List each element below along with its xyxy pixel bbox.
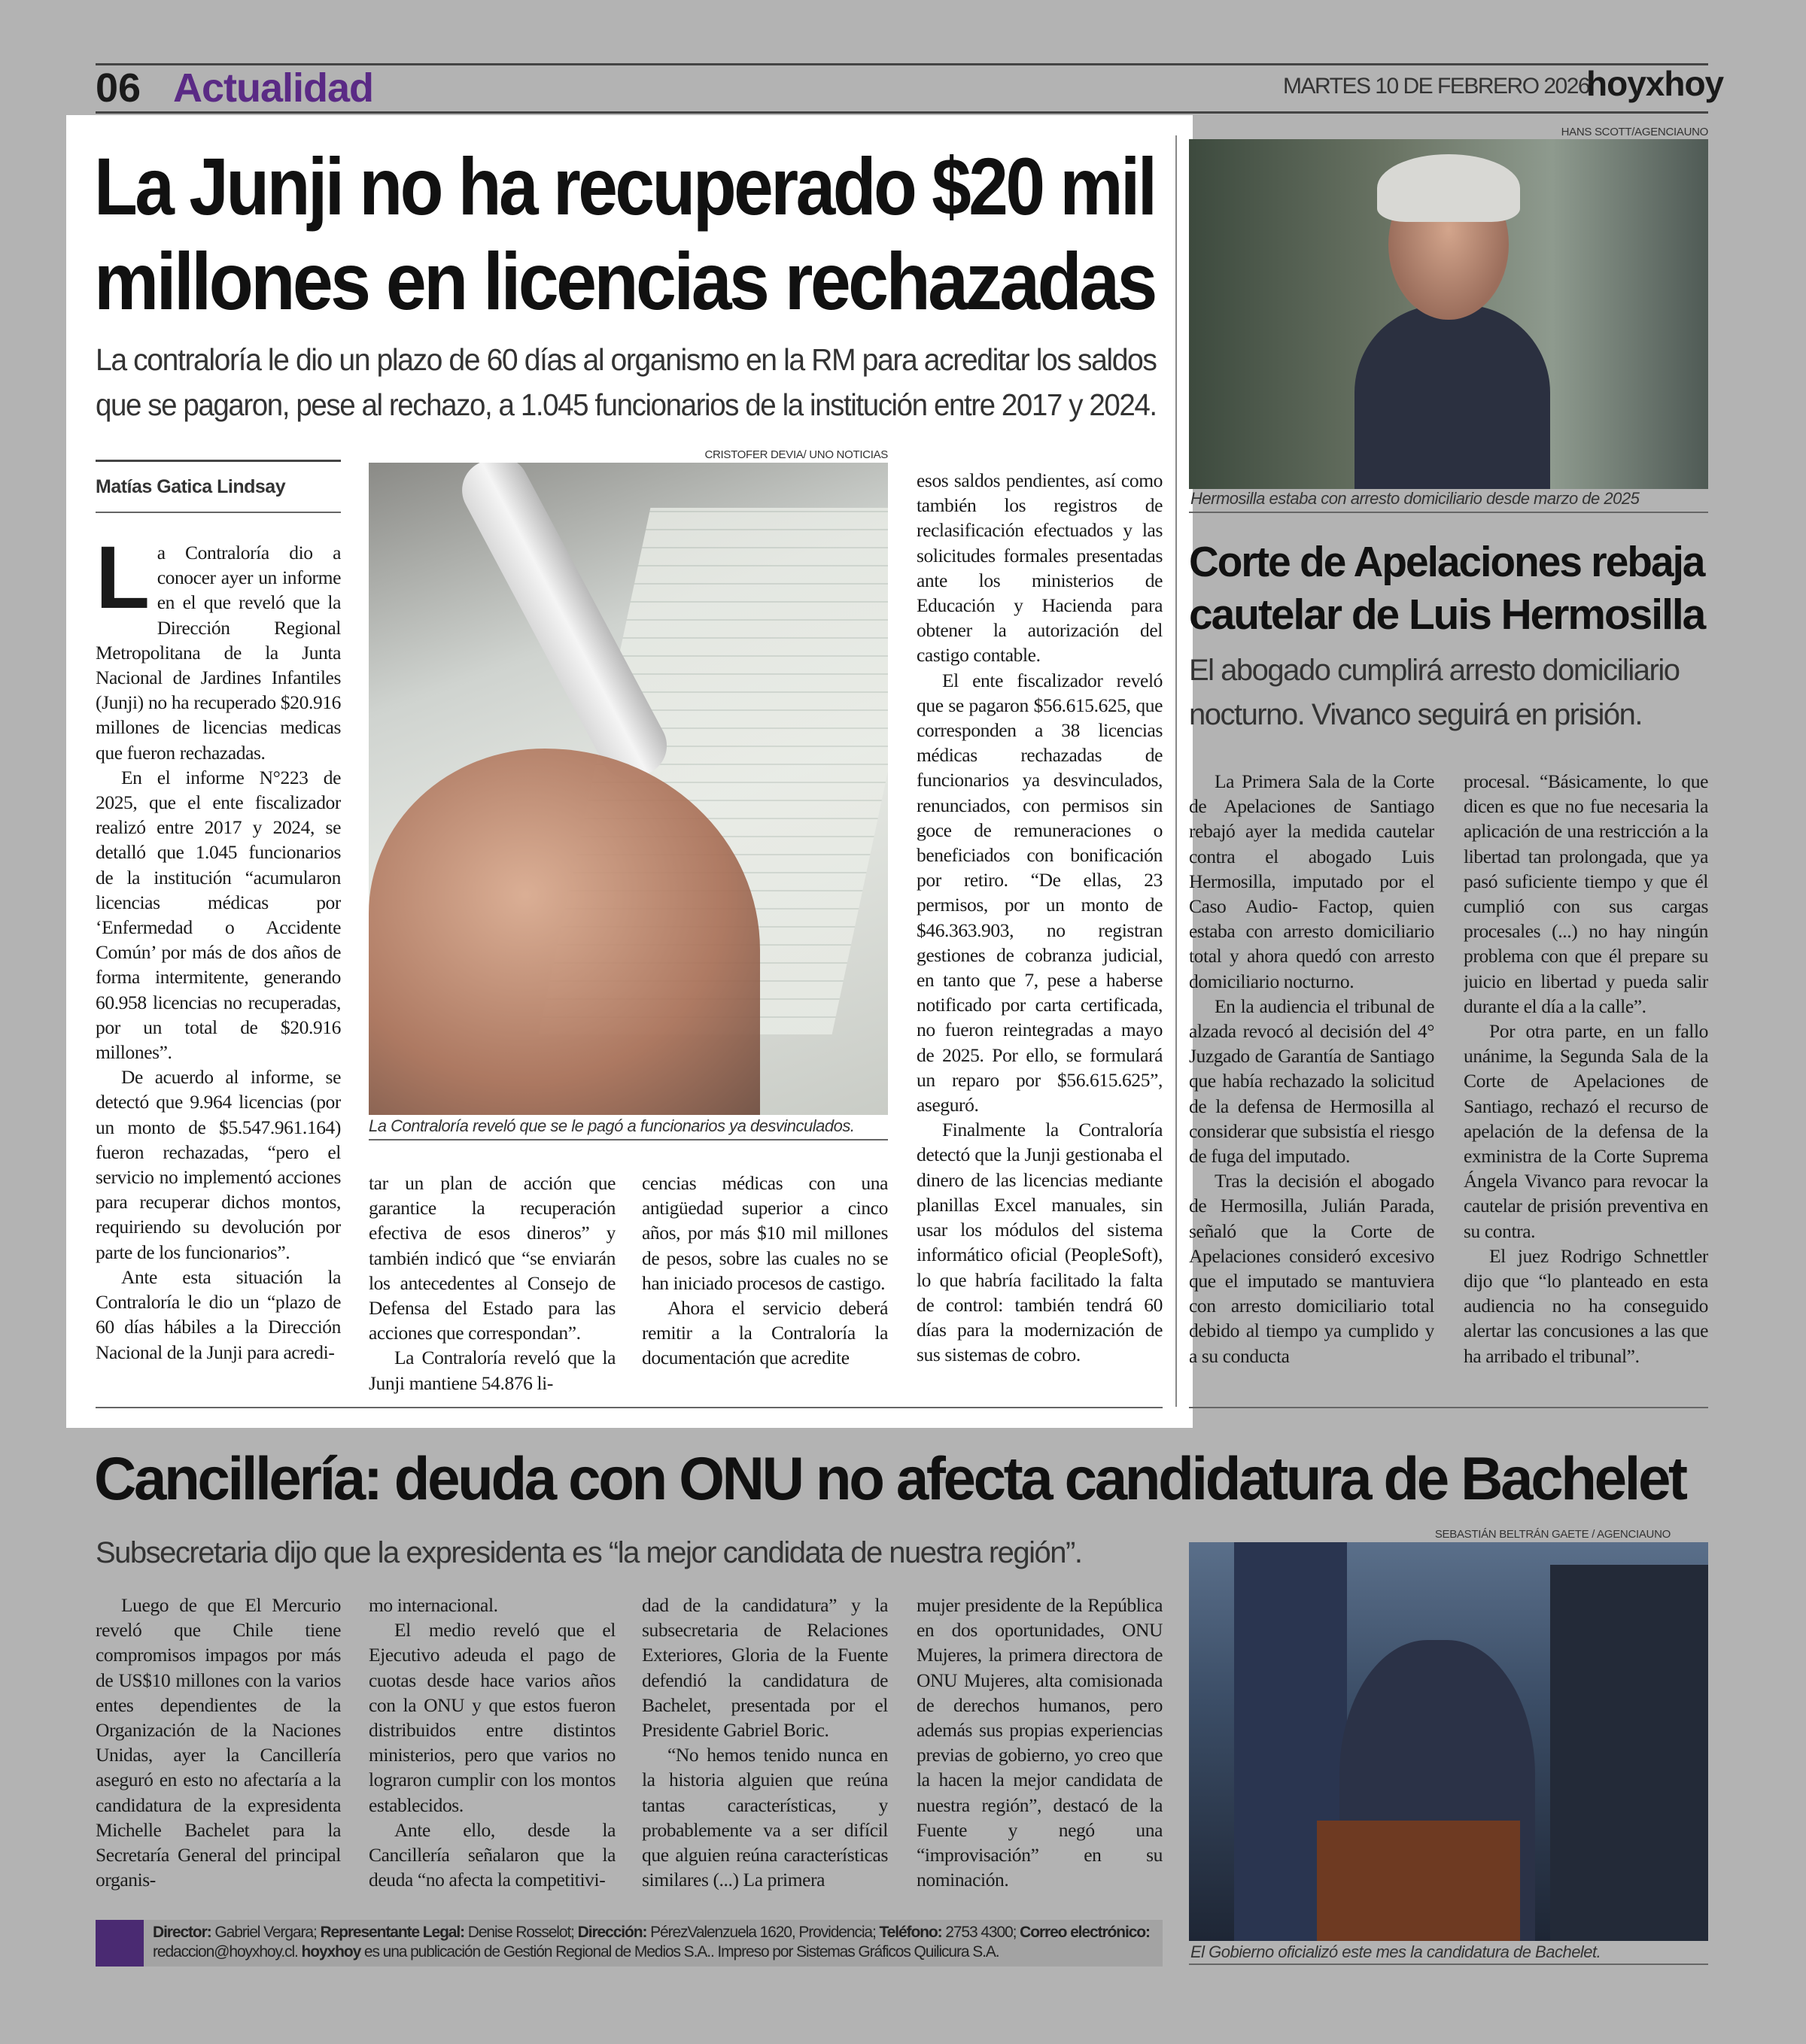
- paragraph: La Primera Sala de la Corte de Apelaciones de Santiago rebajó ayer la medida cautelar contra el abogado Luis Hermosilla, imputado por el Caso Audio- Factop, quien estaba con arresto domiciliario total y ahora quedó con arresto domiciliario nocturno.: [1189, 770, 1434, 992]
- footer-publisher: es una publicación de Gestión Regional de Medios S.A.. Impreso por Sistemas Gráficos Quilicura S.A.: [363, 1943, 999, 1960]
- podium-illustration: [1317, 1821, 1520, 1941]
- footer-brand: hoyxhoy: [301, 1943, 361, 1960]
- article-bottom-rule: [1189, 1407, 1708, 1408]
- headline-line: cautelar de Luis Hermosilla: [1189, 591, 1705, 639]
- paragraph: dad de la candidatura” y la subsecretaria de Relaciones Exteriores, Gloria de la Fuente defendió la candidatura de Bachelet, presentada por el Presidente Gabriel Boric.: [642, 1594, 888, 1742]
- subhead-line: El abogado cumplirá arresto domiciliario: [1189, 654, 1680, 687]
- bachelet-photo: [1189, 1542, 1708, 1941]
- paragraph: Ahora el servicio deberá remitir a la Contraloría la documentación que acredite: [642, 1297, 888, 1369]
- bottom-column-2: [369, 1593, 616, 1898]
- headline-line: millones en licencias rechazadas: [94, 235, 1155, 326]
- photo-credit: SEBASTIÁN BELTRÁN GAETE / AGENCIAUNO: [1434, 1528, 1671, 1541]
- article-bottom-rule: [96, 1407, 1163, 1408]
- caption-rule: [1189, 512, 1708, 513]
- main-column-3: [642, 1171, 888, 1398]
- subhead-line: La contraloría le dio un plazo de 60 días al organismo en la RM para acreditar los saldos: [96, 342, 1157, 377]
- footer-accent-block: [96, 1920, 144, 1967]
- paragraph: mujer presidente de la República en dos oportunidades, ONU Mujeres, la primera directora de ONU Mujeres, alta comisionada de derechos humanos, pero además sus propias experiencias previas de gobierno, yo creo que la hacen la mejor candidata de nuestra región”, destacó de la Fuente y negó una “improvisación” en su nominación.: [917, 1594, 1163, 1891]
- caption-rule: [369, 1139, 888, 1140]
- photo-caption: Hermosilla estaba con arresto domiciliario desde marzo de 2025: [1190, 489, 1640, 508]
- footer-label: Correo electrónico:: [1020, 1924, 1150, 1941]
- footer-email[interactable]: redaccion@hoyxhoy.cl.: [153, 1943, 298, 1960]
- column-divider: [1175, 135, 1177, 1407]
- byline-rule: [96, 512, 341, 513]
- photo-caption: La Contraloría reveló que se le pagó a funcionarios ya desvinculados.: [369, 1116, 855, 1135]
- paragraph: En la audiencia el tribunal de alzada revocó al decisión del 4° Juzgado de Garantía de Santiago que había rechazado la solicitud de la defensa de Hermosilla al considerar que subsistía el riesgo de fuga del imputado.: [1189, 995, 1434, 1168]
- paragraph: De acuerdo al informe, se detectó que 9.964 licencias (por un monto de $5.547.961.164) fueron rechazadas, “pero el servicio no implementó acciones para recuperar dichos montos, requiriendo su devolución por parte de los funcionarios”.: [96, 1066, 341, 1263]
- main-photo-pen-document: [369, 463, 888, 1115]
- paragraph: Ante esta situación la Contraloría le dio un “plazo de 60 días hábiles a la Dirección Nacional de la Junji para acredi-: [96, 1265, 341, 1363]
- bottom-column-4: [917, 1593, 1163, 1898]
- paragraph: Tras la decisión el abogado de Hermosilla, Julián Parada, señaló que la Corte de Apelaciones consideró excesivo que el imputado se mantuviera con arresto domiciliario total debido al tiempo ya cumplido y a su conducta: [1189, 1170, 1434, 1367]
- bottom-headline: Cancillería: deuda con ONU no afecta candidatura de Bachelet: [94, 1445, 1686, 1513]
- paragraph: mo internacional.: [369, 1594, 498, 1616]
- side-subhead: [1189, 648, 1708, 737]
- photo-caption: El Gobierno oficializó este mes la candidatura de Bachelet.: [1190, 1942, 1601, 1961]
- paragraph: procesal. “Básicamente, lo que dicen es que no fue necesaria la aplicación de una restricción a la libertad tan prolongada, que ya pasó suficiente tiempo y que él cumplió con sus cargas procesales (...) no hay ningún problema con que él prepare su juicio en libertad y pueda salir durante el día a la calle”.: [1464, 770, 1708, 1017]
- person-illustration: [1550, 1565, 1708, 1941]
- footer-legal: Denise Rosselot;: [467, 1924, 574, 1941]
- side-headline: [1189, 536, 1708, 641]
- headline-line: La Junji no ha recuperado $20 mil: [94, 141, 1155, 232]
- paragraph: La Contraloría reveló que la Junji mantiene 54.876 li-: [369, 1347, 616, 1394]
- person-hair-illustration: [1377, 154, 1520, 222]
- paragraph: a Contraloría dio a conocer ayer un informe en el que reveló que la Dirección Regional Metropolitana de la Junta Nacional de Jardines Infantiles (Junji) no ha recuperado $20.916 millones de licencias medicas que fueron rechazadas.: [96, 542, 341, 764]
- issue-date: MARTES 10 DE FEBRERO 2026: [1283, 74, 1590, 99]
- drop-cap: L: [96, 540, 150, 627]
- side-column-2: [1464, 769, 1708, 1398]
- header-bottom-rule: [96, 111, 1708, 114]
- footer-label: Dirección:: [577, 1924, 647, 1941]
- subhead-line: que se pagaron, pese al rechazo, a 1.045 funcionarios de la institución entre 2017 y 2024.: [96, 387, 1157, 422]
- section-name: Actualidad: [173, 65, 374, 111]
- paragraph: Ante ello, desde la Cancillería señalaron que la deuda “no afecta la competitivi-: [369, 1818, 616, 1891]
- main-headline: [94, 139, 1163, 329]
- bottom-column-1: [96, 1593, 341, 1898]
- page-number: 06: [96, 65, 141, 111]
- bottom-column-3: [642, 1593, 888, 1898]
- paragraph: Por otra parte, en un fallo unánime, la Segunda Sala de la Corte de Apelaciones de Santiago, rechazó el recurso de apelación de la defensa de la exministra de la Corte Suprema Ángela Vivanco para revocar la cautelar de prisión preventiva en su contra.: [1464, 1020, 1708, 1242]
- main-column-2: [369, 1171, 616, 1398]
- headline-line: Corte de Apelaciones rebaja: [1189, 538, 1704, 586]
- paragraph: Finalmente la Contraloría detectó que la Junji gestionaba el dinero de las licencias mediante planillas Excel manuales, sin usar los módulos del sistema informático oficial (PeopleSoft), lo que habría facilitado la falta de control: también tendrá 60 días para la modernización de sus sistemas de cobro.: [917, 1119, 1163, 1366]
- footer-label: Teléfono:: [879, 1924, 942, 1941]
- side-column-1: [1189, 769, 1434, 1398]
- main-column-4: [917, 468, 1163, 1398]
- hermosilla-photo: [1189, 139, 1708, 489]
- photo-credit: CRISTOFER DEVIA/ UNO NOTICIAS: [704, 448, 888, 461]
- byline-rule: [96, 460, 341, 462]
- paragraph: “No hemos tenido nunca en la historia alguien que reúna tantas características, y probablemente va a ser difícil que alguien reúna características similares (...) La primera: [642, 1744, 888, 1891]
- main-column-1: [96, 540, 341, 1398]
- paragraph: El juez Rodrigo Schnettler dijo que “lo planteado en esta audiencia no ha conseguido alertar las concusiones a las que ha arribado el tribunal”.: [1464, 1244, 1708, 1367]
- paragraph: El medio reveló que el Ejecutivo adeuda el pago de cuotas desde hace varios años con la ONU y que estos fueron distribuidos entre distintos ministerios, pero que varios no lograron cumplir con los montos establecidos.: [369, 1619, 616, 1816]
- paragraph: esos saldos pendientes, así como también los registros de reclasificación efectuados y las solicitudes formales presentadas ante los ministerios de Educación y Hacienda para obtener la autorización del castigo contable.: [917, 469, 1163, 667]
- paragraph: El ente fiscalizador reveló que se pagaron $56.615.625, que corresponden a 38 licencias médicas rechazadas de funcionarios ya desvinculados, renunciados, con permisos sin goce de remuneraciones o beneficiados con bonificación por retiro. “De ellas, 23 permisos, por un monto de $46.363.903, no registran gestiones de cobranza judicial, en tanto que 7, pese a haberse notificado por carta certificada, no fueron reintegradas a mayo de 2025. Por ello, se formulará un reparo por $56.615.625”, aseguró.: [917, 669, 1163, 1116]
- footer-imprint: [144, 1920, 1163, 1967]
- paragraph: cencias médicas con una antigüedad superior a cinco años, por más $10 mil millones de pesos, sobre las cuales no se han iniciado procesos de castigo.: [642, 1172, 888, 1294]
- caption-rule: [1189, 1964, 1708, 1965]
- person-suit-illustration: [1354, 305, 1550, 489]
- footer-address: PérezValenzuela 1620, Providencia;: [650, 1924, 876, 1941]
- newspaper-logo: hoyxhoy: [1586, 64, 1724, 103]
- paragraph: En el informe N°223 de 2025, que el ente fiscalizador realizó entre 2017 y 2024, se detalló que 1.045 funcionarios de la institución “acumularon licencias médicas por ‘Enfermedad o Accidente Común’ por más de dos años de forma intermitente, generando 60.958 licencias no recuperadas, por un total de $20.916 millones”.: [96, 766, 341, 1064]
- main-subhead: [96, 337, 1163, 427]
- photo-credit: HANS SCOTT/AGENCIAUNO: [1561, 126, 1708, 138]
- footer-label: Representante Legal:: [320, 1924, 465, 1941]
- footer-label: Director:: [153, 1924, 211, 1941]
- paragraph: tar un plan de acción que garantice la recuperación efectiva de esos dineros” y también indicó que “se enviarán los antecedentes al Consejo de Defensa del Estado para las acciones que correspondan”.: [369, 1172, 616, 1344]
- bottom-subhead: Subsecretaria dijo que la expresidenta es “la mejor candidata de nuestra región”.: [96, 1536, 1082, 1569]
- subhead-line: nocturno. Vivanco seguirá en prisión.: [1189, 698, 1642, 731]
- footer-phone: 2753 4300;: [945, 1924, 1017, 1941]
- paragraph: Luego de que El Mercurio reveló que Chile tiene compromisos impagos por más de US$10 millones con la varios entes dependientes de la Organización de la Naciones Unidas, ayer la Cancillería aseguró en esto no afectaría a la candidatura de la expresidenta Michelle Bachelet para la Secretaría General del principal organis-: [96, 1594, 341, 1891]
- byline: Matías Gatica Lindsay: [96, 476, 286, 497]
- footer-director: Gabriel Vergara;: [214, 1924, 317, 1941]
